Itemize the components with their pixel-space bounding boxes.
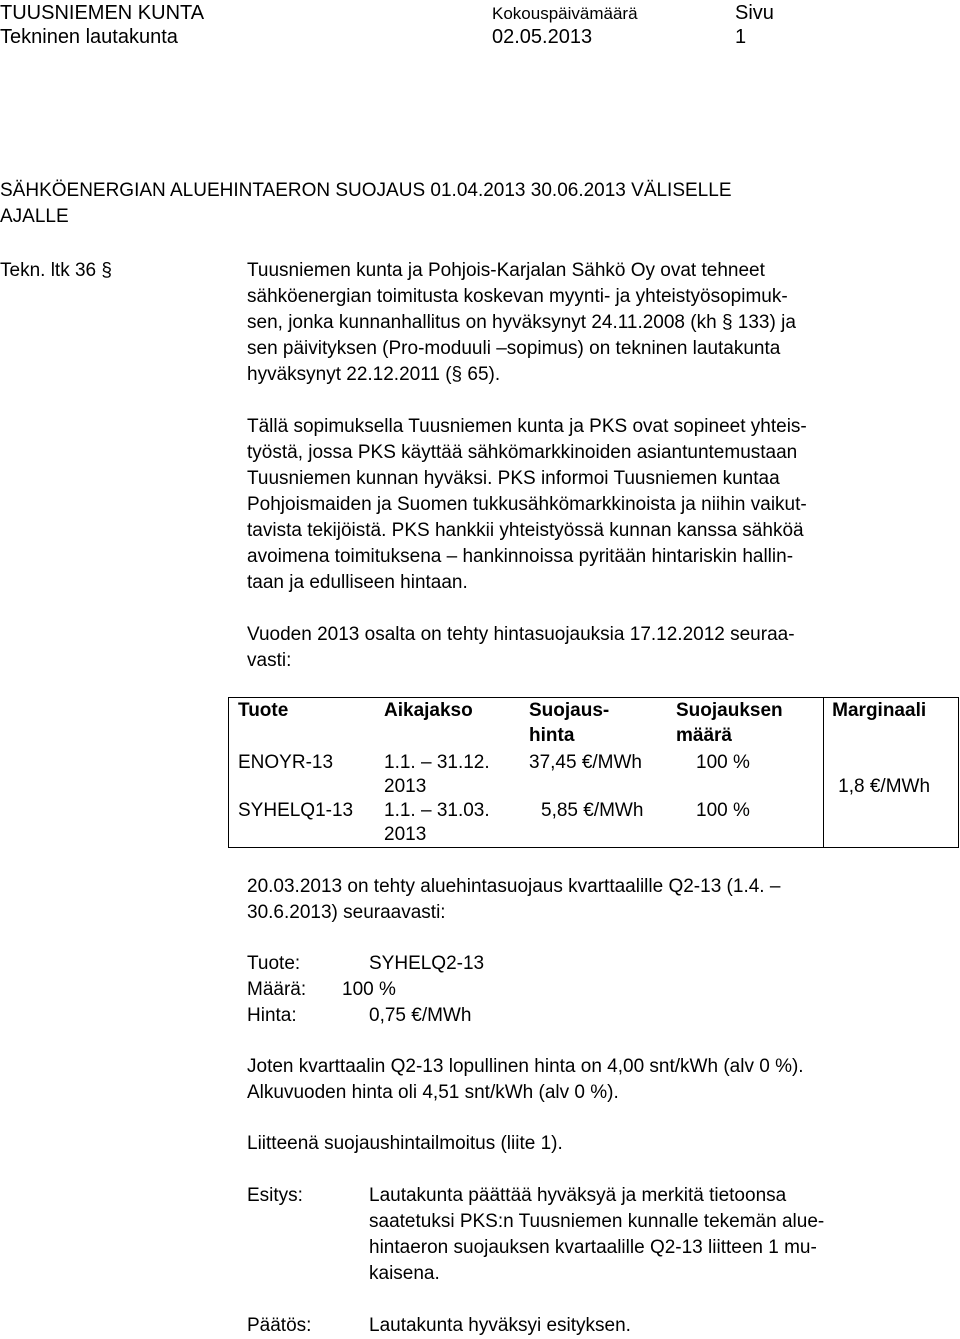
text-line: Lautakunta päättää hyväksyä ja merkitä tietoonsa	[369, 1185, 787, 1206]
title-line-2: AJALLE	[0, 206, 69, 227]
detail-value-maara: 100 %	[342, 979, 396, 1000]
row1-maara: 100 %	[696, 752, 750, 773]
esitys-text	[369, 1183, 949, 1287]
text-line: taan ja edulliseen hintaan.	[247, 572, 468, 593]
row1-hinta: 37,45 €/MWh	[529, 752, 642, 773]
text-line: Tuusniemen kunnan hyväksi. PKS informoi Tuusniemen kuntaa	[247, 468, 780, 489]
header-suojaushinta-2: hinta	[529, 725, 575, 746]
paragraph-agreement	[247, 258, 947, 388]
detail-key-hinta: Hinta:	[247, 1005, 297, 1026]
meeting-date: 02.05.2013	[492, 26, 593, 48]
organization-name: TUUSNIEMEN KUNTA	[0, 2, 205, 24]
page-label: Sivu	[735, 2, 774, 24]
text-line: sen päivityksen (Pro-moduuli –sopimus) on tekninen lautakunta	[247, 338, 781, 359]
attachment-note: Liitteenä suojaushintailmoitus (liite 1).	[247, 1133, 563, 1154]
row1-aika-2: 2013	[384, 776, 427, 797]
row2-hinta: 5,85 €/MWh	[541, 800, 644, 821]
detail-key-tuote: Tuote:	[247, 953, 301, 974]
text-line: kaisena.	[369, 1263, 440, 1284]
paatos-label: Päätös:	[247, 1315, 312, 1336]
header-aikajakso: Aikajakso	[384, 700, 473, 721]
text-line: Joten kvarttaalin Q2-13 lopullinen hinta on 4,00 snt/kWh (alv 0 %).	[247, 1056, 804, 1077]
detail-key-maara: Määrä:	[247, 979, 307, 1000]
title-line-1: SÄHKÖENERGIAN ALUEHINTAERON SUOJAUS 01.04.2013 30.06.2013 VÄLISELLE	[0, 180, 732, 201]
text-line: hintaeron suojauksen kvartaalille Q2-13 liitteen 1 mu-	[369, 1237, 817, 1258]
header-maara-1: Suojauksen	[676, 700, 783, 721]
page-number: 1	[735, 26, 747, 48]
row2-maara: 100 %	[696, 800, 750, 821]
paragraph-q2-hedge	[247, 874, 947, 926]
header-marginaali: Marginaali	[832, 700, 927, 721]
header-suojaushinta-1: Suojaus-	[529, 700, 610, 721]
row2-aika-1: 1.1. – 31.03.	[384, 800, 490, 821]
board-name: Tekninen lautakunta	[0, 26, 178, 48]
detail-value-tuote: SYHELQ2-13	[369, 953, 485, 974]
hedge-table	[228, 697, 959, 848]
text-line: sähköenergian toimitusta koskevan myynti- ja yhteistyösopimuk-	[247, 286, 788, 307]
section-reference: Tekn. ltk 36 §	[0, 260, 112, 281]
text-line: saatetuksi PKS:n Tuusniemen kunnalle tekemän alue-	[369, 1211, 825, 1232]
text-line: työstä, jossa PKS käyttää sähkömarkkinoiden asiantuntemustaan	[247, 442, 798, 463]
text-line: Tuusniemen kunta ja Pohjois-Karjalan Sähkö Oy ovat tehneet	[247, 260, 765, 281]
text-line: Pohjoismaiden ja Suomen tukkusähkömarkkinoista ja niihin vaikut-	[247, 494, 807, 515]
text-line: avoimena toimituksena – hankinnoissa pyritään hintariskin hallin-	[247, 546, 794, 567]
text-line: hyväksynyt 22.12.2011 (§ 65).	[247, 364, 501, 385]
row1-aika-1: 1.1. – 31.12.	[384, 752, 490, 773]
text-line: 30.6.2013) seuraavasti:	[247, 902, 446, 923]
esitys-label: Esitys:	[247, 1185, 303, 1206]
row2-aika-2: 2013	[384, 824, 427, 845]
text-line: tavista tekijöistä. PKS hankkii yhteistyössä kunnan kanssa sähköä	[247, 520, 804, 541]
text-line: Vuoden 2013 osalta on tehty hintasuojauksia 17.12.2012 seuraa-	[247, 624, 795, 645]
row2-tuote: SYHELQ1-13	[238, 800, 354, 821]
header-maara-2: määrä	[676, 725, 732, 746]
table-main-cell	[229, 698, 824, 848]
meeting-date-label: Kokouspäivämäärä	[492, 4, 638, 23]
paragraph-cooperation	[247, 414, 947, 596]
paragraph-final-price	[247, 1054, 947, 1106]
header-tuote: Tuote	[238, 700, 289, 721]
table-margin-cell	[824, 698, 959, 848]
text-line: Tällä sopimuksella Tuusniemen kunta ja PKS ovat sopineet yhteis-	[247, 416, 807, 437]
table-row	[229, 698, 959, 848]
text-line: 20.03.2013 on tehty aluehintasuojaus kvarttaalille Q2-13 (1.4. –	[247, 876, 781, 897]
document-title	[0, 178, 732, 230]
detail-value-hinta: 0,75 €/MWh	[369, 1005, 472, 1026]
text-line: vasti:	[247, 650, 292, 671]
marginaali-value: 1,8 €/MWh	[838, 776, 931, 797]
text-line: sen, jonka kunnanhallitus on hyväksynyt 24.11.2008 (kh § 133) ja	[247, 312, 796, 333]
text-line: Alkuvuoden hinta oli 4,51 snt/kWh (alv 0 %).	[247, 1082, 619, 1103]
row1-tuote: ENOYR-13	[238, 752, 334, 773]
paatos-text: Lautakunta hyväksyi esityksen.	[369, 1315, 631, 1336]
paragraph-hedges-intro	[247, 622, 947, 674]
